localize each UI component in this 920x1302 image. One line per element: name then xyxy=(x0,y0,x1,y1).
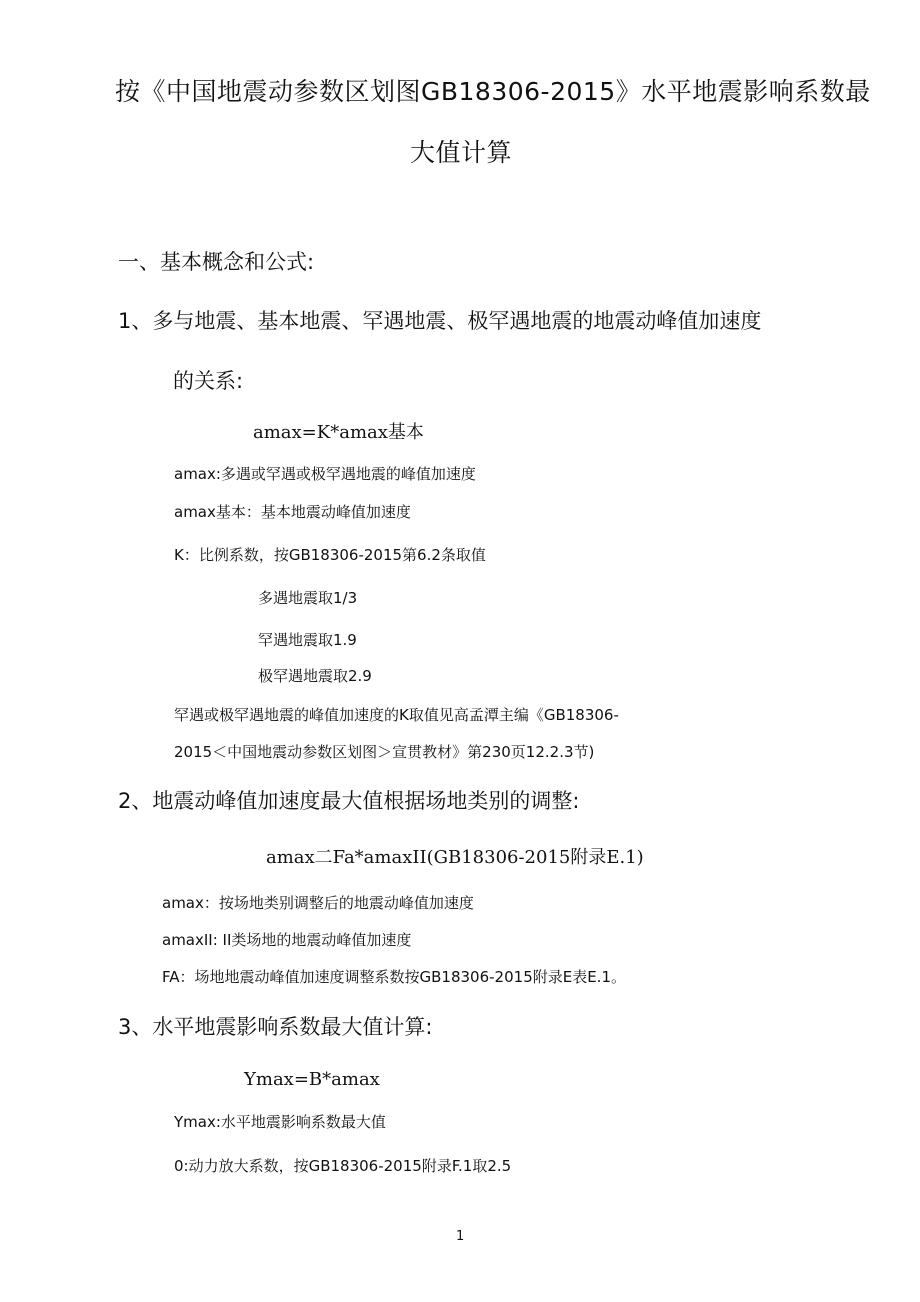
formula-amax-fa: amax二Fa*amaxII(GB18306-2015附录E.1) xyxy=(266,847,644,868)
page-number: 1 xyxy=(456,1229,465,1244)
definition-adjusted-amax: amax：按场地类别调整后的地震动峰值加速度 xyxy=(162,894,474,912)
title-line-1: 按《中国地震动参数区划图GB18306-2015》水平地震影响系数最 xyxy=(115,77,871,106)
k-value-rare: 罕遇地震取1.9 xyxy=(258,631,357,649)
section-heading-basic-concepts: 一、基本概念和公式: xyxy=(118,250,315,274)
formula-amax-k: amax=K*amax基本 xyxy=(253,422,424,443)
k-value-frequent: 多遇地震取1/3 xyxy=(258,589,358,607)
item-1-heading-line-2: 的关系: xyxy=(173,369,244,393)
item-1-heading-line-1: 1、多与地震、基本地震、罕遇地震、极罕遇地震的地震动峰值加速度 xyxy=(118,309,762,333)
item-3-heading: 3、水平地震影响系数最大值计算: xyxy=(118,1015,433,1039)
definition-ymax: Ymax:水平地震影响系数最大值 xyxy=(174,1113,386,1131)
definition-amax-class-2: amaxII: II类场地的地震动峰值加速度 xyxy=(162,931,412,949)
definition-k: K：比例系数，按GB18306-2015第6.2条取值 xyxy=(174,546,486,564)
definition-fa: FA：场地地震动峰值加速度调整系数按GB18306-2015附录E表E.1。 xyxy=(162,968,626,986)
k-value-very-rare: 极罕遇地震取2.9 xyxy=(258,667,372,685)
k-note-line-1: 罕遇或极罕遇地震的峰值加速度的K取值见高孟潭主编《GB18306- xyxy=(174,706,619,724)
k-note-line-2: 2015＜中国地震动参数区划图＞宣贯教材》第230页12.2.3节) xyxy=(174,743,595,761)
item-2-heading: 2、地震动峰值加速度最大值根据场地类别的调整: xyxy=(118,789,580,813)
definition-amax: amax:多遇或罕遇或极罕遇地震的峰值加速度 xyxy=(174,465,476,483)
title-line-2: 大值计算 xyxy=(410,138,513,167)
formula-ymax: Ymax=B*amax xyxy=(244,1069,380,1090)
definition-amax-basic: amax基本：基本地震动峰值加速度 xyxy=(174,503,411,521)
definition-b: 0:动力放大系数，按GB18306-2015附录F.1取2.5 xyxy=(174,1157,512,1175)
